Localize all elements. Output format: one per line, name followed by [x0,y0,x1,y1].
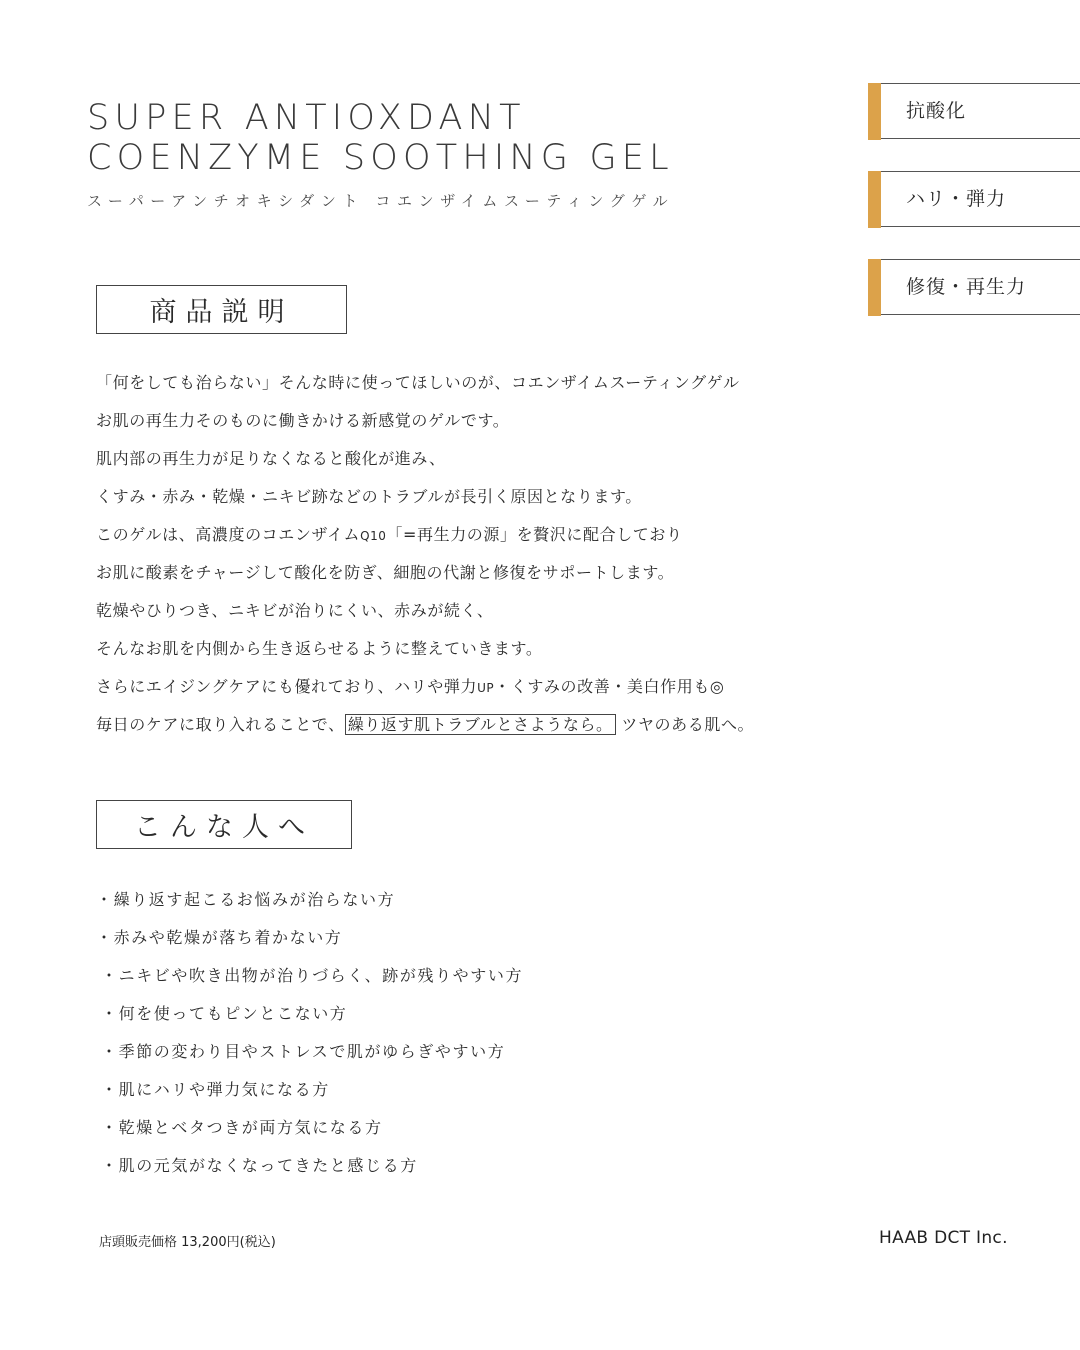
list-item: ・何を使ってもピンとこない方 [101,1004,348,1023]
list-item: ・ニキビや吹き出物が治りづらく、跡が残りやすい方 [101,966,524,985]
retail-price: 店頭販売価格 13,200円(税込) [99,1235,276,1250]
feature-tab-firmness [868,171,1080,227]
target-list [96,887,523,1191]
description-line: お肌に酸素をチャージして酸化を防ぎ、細胞の代謝と修復をサポートします。 [96,563,675,582]
accent-bar [868,259,881,316]
description-line [96,522,754,560]
description-line [96,674,754,712]
product-title-line1: SUPER ANTIOXDANT [87,98,526,138]
description-text: さらにエイジングケアにも優れており、ハリや弾力 [96,677,478,696]
description-text: このゲルは、高濃度のコエンザイム [96,525,361,544]
description-text: ツヤのある肌へ。 [621,715,755,734]
list-item: ・赤みや乾燥が落ち着かない方 [96,928,343,947]
section-heading-target: こんな人へ [96,800,352,849]
description-line: 「何をしても治らない」そんな時に使ってほしいのが、コエンザイムスーティングゲル [96,373,740,392]
description-text: 毎日のケアに取り入れることで、 [96,715,345,734]
list-item: ・季節の変わり目やストレスで肌がゆらぎやすい方 [101,1042,506,1061]
feature-tab-repair [868,259,1080,315]
description-line: 乾燥やひりつき、ニキビが治りにくい、赤みが続く、 [96,601,494,620]
up-label: UP [477,681,495,695]
q10-label: Q10 [360,529,387,543]
highlighted-phrase: 繰り返す肌トラブルとさようなら。 [345,714,616,735]
company-name: HAAB DCT Inc. [879,1228,1008,1248]
feature-tab-label: 抗酸化 [906,100,967,122]
feature-tab-label: 修復・再生力 [906,276,1027,298]
description-text: 「=再生力の源」を贅沢に配合しており [386,525,683,544]
accent-bar [868,83,881,140]
feature-tab-label: ハリ・弾力 [906,188,1007,210]
description-line: そんなお肌を内側から生き返らせるように整えていきます。 [96,639,543,658]
list-item: ・乾燥とベタつきが両方気になる方 [101,1118,383,1137]
section-heading-description: 商品説明 [96,285,347,334]
description-line: くすみ・赤み・乾燥・ニキビ跡などのトラブルが長引く原因となります。 [96,487,642,506]
feature-tab-antioxidant [868,83,1080,139]
product-title-line2: COENZYME SOOTHING GEL [87,138,674,178]
product-description [96,370,754,750]
description-text: ・くすみの改善・美白作用も◎ [494,677,725,696]
product-title-en [87,98,674,178]
description-line [96,712,754,750]
product-title-jp: スーパーアンチオキシダント コエンザイムスーティングゲル [87,192,675,210]
list-item: ・肌にハリや弾力気になる方 [101,1080,330,1099]
accent-bar [868,171,881,228]
description-line: 肌内部の再生力が足りなくなると酸化が進み、 [96,449,446,468]
description-line: お肌の再生力そのものに働きかける新感覚のゲルです。 [96,411,510,430]
list-item: ・繰り返す起こるお悩みが治らない方 [96,890,396,909]
list-item: ・肌の元気がなくなってきたと感じる方 [101,1156,418,1175]
